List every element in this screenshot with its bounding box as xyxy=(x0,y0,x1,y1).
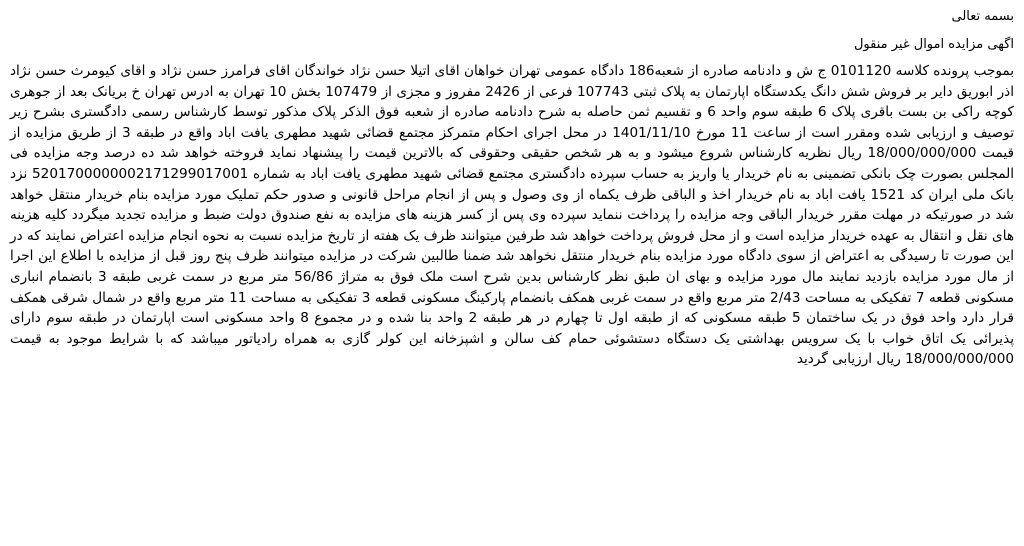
invocation-line: بسمه تعالی xyxy=(951,9,1014,24)
notice-title: اگهی مزایده اموال غیر منقول xyxy=(853,37,1014,52)
notice-body: بموجب پرونده کلاسه 0101120 ج ش و دادنامه صادره از شعبه186 دادگاه عمومی تهران خواهان اقای اتیلا حسن نژاد خواندگان اقای فرامرز حسن نژاد و اقای کیومرث حسن نژاد اذر ابوریق دایر بر فروش شش دانگ یکدستگاه اپارتمان به پلاک ثبتی 107743 فرعی از 2426 مفروز و مجزی از 107479 بخش 10 تهران به ادرس تهران خ بریانک بعد از جوهری کوچه راکی بن بست باقری پلاک 6 طبقه سوم واحد 6 و تقسیم ثمن حاصله به شرح دادنامه صادره از شعبه فوق الذکر پلاک مذکور توسط کارشناس رسمی دادگستری بشرح زیر توصیف و ارزیابی شده ومقرر است از ساعت 11 مورخ 1401/11/10 در محل اجرای احکام متمرکز مجتمع قضائی شهید مطهری یافت اباد واقع در طبقه 3 از طریق مزایده از قیمت 18/000/000/000 ریال نظریه کارشناس شروع میشود و به هر شخص حقیقی وحقوقی که بالاترین قیمت را پیشنهاد نماید فروخته خواهد شد ده درصد وجه مزایده فی المجلس بصورت چک بانکی تضمینی به نام خریدار یا واریز به حساب سپرده دادگستری مجتمع قضائی شهید مطهری یافت اباد به شماره 5201700000002171299017001 نزد بانک ملی ایران کد 1521 یافت اباد به نام خریدار اخذ و الباقی ظرف یکماه از وی وصول و پس از انجام مراحل قانونی و صدور حکم تملیک مورد مزایده بنام خریدار منتقل خواهد شد در صورتیکه در مهلت مقرر خریدار الباقی وجه مزایده را پرداخت ننماید سپرده وی پس از کسر هزینه های مزایده به نفع صندوق دولت ضبط و مزایده تجدید میگردد کلیه هزینه های نقل و انتقال به عهده خریدار مزایده است و از محل فروش پرداخت خواهد شد طرفین میتوانند ظرف یک هفته از تاریخ مزایده نسبت به نحوه انجام مزایده اعتراض نمایند که در این صورت تا رسیدگی به اعتراض از سوی دادگاه مورد مزایده بنام خریدار منتقل نخواهد شد ضمنا طالبین شرکت در مزایده میتوانند ظرف پنج روز قبل از مزایده با اطلاع این اجرا از مال مورد مزایده بازدید نمایند مال مورد مزایده و بهای ان طبق نظر کارشناس بدین شرح است ملک فوق به متراژ 56/86 متر مربع در سمت غربی طبقه 3 بانضمام انباری مسکونی قطعه 7 تفکیکی به مساحت 2/43 متر مربع واقع در سمت غربی همکف بانضمام پارکینگ مسکونی قطعه 3 تفکیکی به مساحت 11 متر مربع واقع در شمال شرقی همکف قرار دارد واحد فوق در یک ساختمان 5 طبقه مسکونی که از طبقه اول تا چهارم در هر طبقه 2 واحد بنا شده و در مجموع 8 واحد مسکونی است اپارتمان در طبقه سوم دارای پذیرائی یک اتاق خواب با یک سرویس بهداشتی یک دستگاه دستشوئی حمام کف سالن و اشپزخانه این کولر گازی به همراه رادیاتور میباشد که با شرایط موجود به قیمت 18/000/000/000 ریال ارزیابی گردید xyxy=(10,63,1015,368)
